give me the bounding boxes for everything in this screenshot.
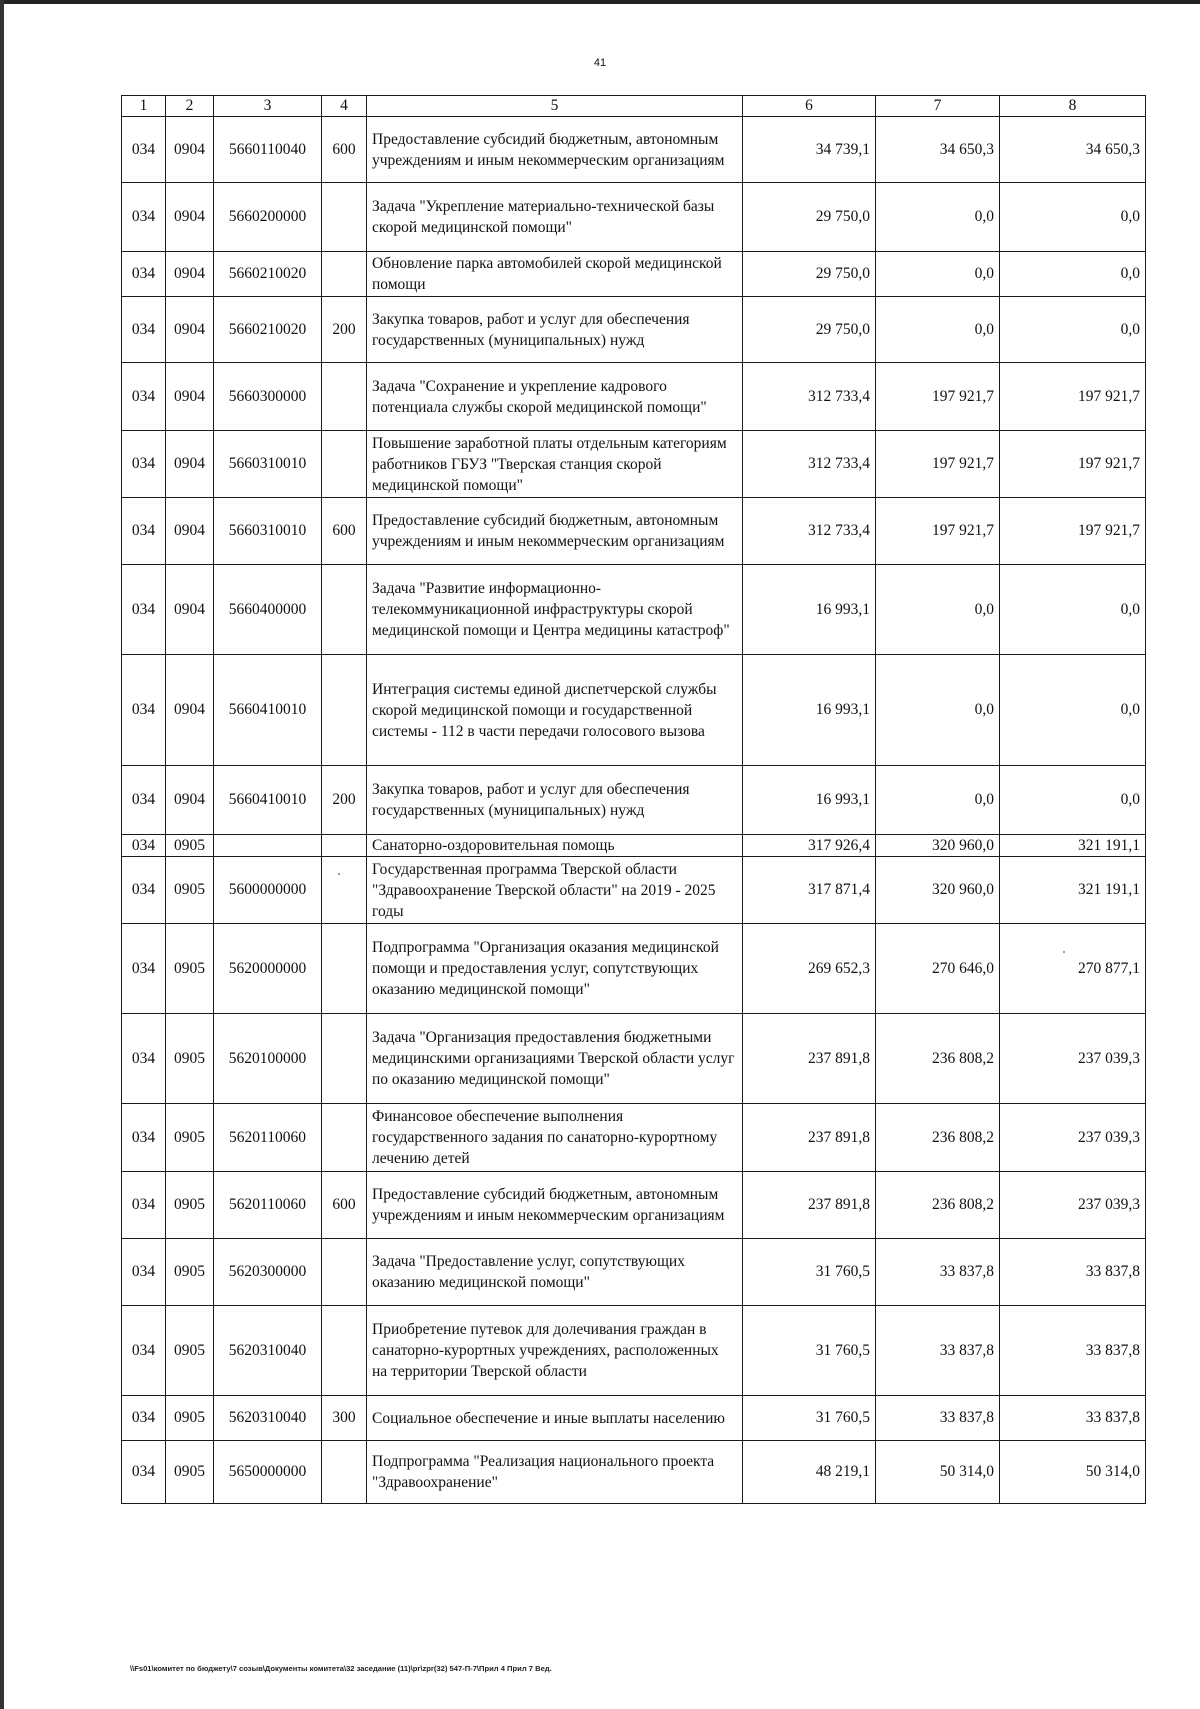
cell-ministry-code: 034 [122,924,166,1014]
cell-expense-type [322,835,367,857]
cell-expense-type [322,1239,367,1306]
cell-target-article: 5620110060 [214,1172,322,1239]
cell-target-article: 5620300000 [214,1239,322,1306]
table-row [122,655,1146,766]
cell-amount-6: 31 760,5 [743,1306,876,1396]
cell-target-article: 5620310040 [214,1306,322,1396]
cell-section-code: 0904 [166,498,214,565]
cell-target-article: 5660310010 [214,431,322,498]
table-row [122,1014,1146,1104]
cell-description: Подпрограмма "Реализация национального проекта "Здравоохранение" [367,1441,743,1504]
cell-amount-6: 312 733,4 [743,498,876,565]
cell-section-code: 0904 [166,431,214,498]
cell-amount-8: 0,0 [1000,252,1146,297]
cell-amount-8: 0,0 [1000,655,1146,766]
col-header-1: 1 [122,96,166,117]
cell-amount-6: 29 750,0 [743,183,876,252]
table-row [122,1306,1146,1396]
cell-amount-7: 197 921,7 [876,498,1000,565]
cell-expense-type: 300 [322,1396,367,1441]
cell-expense-type [322,924,367,1014]
cell-expense-type [322,857,367,924]
cell-description: Приобретение путевок для долечивания граждан в санаторно-курортных учреждениях, расположенных на территории Тверской области [367,1306,743,1396]
cell-expense-type [322,1441,367,1504]
table-row [122,1104,1146,1172]
cell-amount-7: 320 960,0 [876,857,1000,924]
cell-expense-type [322,183,367,252]
cell-ministry-code: 034 [122,565,166,655]
cell-section-code: 0904 [166,363,214,431]
cell-amount-6: 48 219,1 [743,1441,876,1504]
cell-expense-type [322,1014,367,1104]
cell-description: Предоставление субсидий бюджетным, автономным учреждениям и иным некоммерческим организациям [367,117,743,183]
cell-target-article: 5620310040 [214,1396,322,1441]
table-row [122,431,1146,498]
cell-ministry-code: 034 [122,1239,166,1306]
scan-speck [338,873,340,875]
cell-description: Государственная программа Тверской области "Здравоохранение Тверской области" на 2019 - 2025 годы [367,857,743,924]
cell-ministry-code: 034 [122,857,166,924]
cell-amount-8: 197 921,7 [1000,363,1146,431]
col-header-3: 3 [214,96,322,117]
cell-amount-8: 237 039,3 [1000,1104,1146,1172]
cell-expense-type: 600 [322,117,367,183]
cell-description: Задача "Предоставление услуг, сопутствующих оказанию медицинской помощи" [367,1239,743,1306]
cell-amount-6: 269 652,3 [743,924,876,1014]
cell-expense-type: 200 [322,297,367,363]
cell-target-article: 5660410010 [214,655,322,766]
cell-target-article: 5620100000 [214,1014,322,1104]
cell-description: Обновление парка автомобилей скорой медицинской помощи [367,252,743,297]
cell-description: Закупка товаров, работ и услуг для обеспечения государственных (муниципальных) нужд [367,766,743,835]
cell-ministry-code: 034 [122,297,166,363]
page-number: 41 [593,57,607,69]
cell-ministry-code: 034 [122,1306,166,1396]
cell-ministry-code: 034 [122,1014,166,1104]
cell-description: Задача "Организация предоставления бюджетными медицинскими организациями Тверской области услуг по оказанию медицинской помощи" [367,1014,743,1104]
cell-amount-7: 33 837,8 [876,1239,1000,1306]
cell-section-code: 0905 [166,1306,214,1396]
cell-amount-8: 33 837,8 [1000,1306,1146,1396]
cell-amount-8: 0,0 [1000,297,1146,363]
cell-amount-8: 33 837,8 [1000,1239,1146,1306]
table-row [122,1172,1146,1239]
cell-expense-type [322,252,367,297]
cell-section-code: 0904 [166,766,214,835]
table-row [122,363,1146,431]
table-row [122,498,1146,565]
cell-description: Подпрограмма "Организация оказания медицинской помощи и предоставления услуг, сопутствующих оказанию медицинской помощи" [367,924,743,1014]
table-row [122,183,1146,252]
table-body [122,117,1146,1504]
cell-amount-7: 0,0 [876,252,1000,297]
cell-target-article: 5660210020 [214,297,322,363]
cell-description: Повышение заработной платы отдельным категориям работников ГБУЗ "Тверская станция скорой медицинской помощи" [367,431,743,498]
cell-ministry-code: 034 [122,431,166,498]
table-header-row [122,96,1146,117]
cell-amount-7: 270 646,0 [876,924,1000,1014]
cell-section-code: 0904 [166,252,214,297]
cell-amount-6: 29 750,0 [743,297,876,363]
cell-ministry-code: 034 [122,252,166,297]
scan-left-border [0,0,4,1709]
table-row [122,766,1146,835]
cell-section-code: 0905 [166,1104,214,1172]
table-row [122,565,1146,655]
table-row [122,1396,1146,1441]
cell-amount-6: 16 993,1 [743,565,876,655]
cell-target-article: 5600000000 [214,857,322,924]
cell-amount-7: 34 650,3 [876,117,1000,183]
cell-ministry-code: 034 [122,498,166,565]
cell-amount-6: 312 733,4 [743,431,876,498]
cell-expense-type [322,431,367,498]
cell-amount-8: 270 877,1 [1000,924,1146,1014]
cell-amount-8: 321 191,1 [1000,857,1146,924]
cell-ministry-code: 034 [122,363,166,431]
cell-amount-7: 320 960,0 [876,835,1000,857]
cell-target-article: 5620000000 [214,924,322,1014]
cell-section-code: 0905 [166,1172,214,1239]
table-row [122,297,1146,363]
cell-target-article: 5660200000 [214,183,322,252]
cell-amount-7: 0,0 [876,183,1000,252]
cell-amount-7: 236 808,2 [876,1104,1000,1172]
cell-section-code: 0905 [166,857,214,924]
cell-section-code: 0904 [166,117,214,183]
cell-target-article: 5650000000 [214,1441,322,1504]
table-row [122,1441,1146,1504]
cell-section-code: 0905 [166,835,214,857]
scan-top-border [0,0,1200,4]
cell-description: Интеграция системы единой диспетчерской службы скорой медицинской помощи и государственной системы - 112 в части передачи голосового вызова [367,655,743,766]
cell-amount-6: 317 871,4 [743,857,876,924]
cell-amount-6: 317 926,4 [743,835,876,857]
col-header-4: 4 [322,96,367,117]
cell-amount-7: 0,0 [876,655,1000,766]
cell-description: Задача "Сохранение и укрепление кадрового потенциала службы скорой медицинской помощи" [367,363,743,431]
cell-ministry-code: 034 [122,1104,166,1172]
cell-ministry-code: 034 [122,1396,166,1441]
cell-amount-7: 236 808,2 [876,1172,1000,1239]
cell-description: Социальное обеспечение и иные выплаты населению [367,1396,743,1441]
cell-amount-8: 50 314,0 [1000,1441,1146,1504]
file-path-footer: \\Fs01\комитет по бюджету\7 созыв\Документы комитета\32 заседание (11)\pr\zpr(32) 547-П-7\Прил 4 Прил 7 Вед. [130,1664,552,1673]
cell-amount-8: 33 837,8 [1000,1396,1146,1441]
cell-amount-8: 0,0 [1000,183,1146,252]
cell-expense-type [322,363,367,431]
cell-expense-type [322,655,367,766]
cell-description: Санаторно-оздоровительная помощь [367,835,743,857]
table-row [122,857,1146,924]
cell-ministry-code: 034 [122,835,166,857]
cell-target-article: 5620110060 [214,1104,322,1172]
cell-expense-type: 200 [322,766,367,835]
cell-amount-8: 34 650,3 [1000,117,1146,183]
cell-section-code: 0905 [166,1396,214,1441]
cell-section-code: 0904 [166,655,214,766]
cell-amount-6: 31 760,5 [743,1239,876,1306]
cell-amount-7: 236 808,2 [876,1014,1000,1104]
cell-expense-type [322,1104,367,1172]
cell-section-code: 0904 [166,297,214,363]
cell-description: Предоставление субсидий бюджетным, автономным учреждениям и иным некоммерческим организациям [367,1172,743,1239]
cell-ministry-code: 034 [122,655,166,766]
cell-section-code: 0904 [166,565,214,655]
table-row [122,924,1146,1014]
cell-amount-6: 16 993,1 [743,766,876,835]
cell-expense-type [322,1306,367,1396]
budget-table [121,95,1146,1504]
col-header-2: 2 [166,96,214,117]
cell-amount-7: 33 837,8 [876,1396,1000,1441]
table-row [122,835,1146,857]
col-header-5: 5 [367,96,743,117]
cell-amount-7: 197 921,7 [876,431,1000,498]
cell-description: Финансовое обеспечение выполнения государственного задания по санаторно-курортному лечению детей [367,1104,743,1172]
cell-section-code: 0905 [166,1014,214,1104]
cell-amount-6: 237 891,8 [743,1014,876,1104]
cell-ministry-code: 034 [122,1172,166,1239]
cell-description: Закупка товаров, работ и услуг для обеспечения государственных (муниципальных) нужд [367,297,743,363]
cell-amount-8: 321 191,1 [1000,835,1146,857]
cell-amount-8: 237 039,3 [1000,1172,1146,1239]
cell-amount-8: 0,0 [1000,766,1146,835]
cell-section-code: 0905 [166,1239,214,1306]
cell-amount-6: 237 891,8 [743,1104,876,1172]
cell-amount-7: 33 837,8 [876,1306,1000,1396]
cell-amount-7: 0,0 [876,766,1000,835]
cell-amount-8: 197 921,7 [1000,431,1146,498]
cell-amount-8: 0,0 [1000,565,1146,655]
cell-amount-7: 0,0 [876,297,1000,363]
cell-amount-8: 237 039,3 [1000,1014,1146,1104]
cell-expense-type: 600 [322,498,367,565]
table-row [122,252,1146,297]
cell-section-code: 0904 [166,183,214,252]
table-row [122,1239,1146,1306]
cell-section-code: 0905 [166,1441,214,1504]
cell-description: Задача "Развитие информационно-телекоммуникационной инфраструктуры скорой медицинской помощи и Центра медицины катастроф" [367,565,743,655]
cell-amount-7: 0,0 [876,565,1000,655]
cell-section-code: 0905 [166,924,214,1014]
col-header-8: 8 [1000,96,1146,117]
col-header-7: 7 [876,96,1000,117]
cell-target-article: 5660310010 [214,498,322,565]
cell-ministry-code: 034 [122,1441,166,1504]
cell-amount-7: 197 921,7 [876,363,1000,431]
cell-description: Задача "Укрепление материально-технической базы скорой медицинской помощи" [367,183,743,252]
table-row [122,117,1146,183]
cell-amount-6: 237 891,8 [743,1172,876,1239]
cell-ministry-code: 034 [122,117,166,183]
cell-amount-7: 50 314,0 [876,1441,1000,1504]
cell-target-article: 5660400000 [214,565,322,655]
cell-target-article: 5660110040 [214,117,322,183]
cell-target-article: 5660410010 [214,766,322,835]
scan-speck [1063,951,1065,953]
cell-amount-8: 197 921,7 [1000,498,1146,565]
cell-amount-6: 29 750,0 [743,252,876,297]
cell-expense-type: 600 [322,1172,367,1239]
col-header-6: 6 [743,96,876,117]
cell-expense-type [322,565,367,655]
cell-amount-6: 31 760,5 [743,1396,876,1441]
cell-amount-6: 34 739,1 [743,117,876,183]
cell-ministry-code: 034 [122,183,166,252]
cell-target-article: 5660300000 [214,363,322,431]
cell-target-article [214,835,322,857]
cell-ministry-code: 034 [122,766,166,835]
cell-amount-6: 312 733,4 [743,363,876,431]
cell-target-article: 5660210020 [214,252,322,297]
cell-description: Предоставление субсидий бюджетным, автономным учреждениям и иным некоммерческим организациям [367,498,743,565]
cell-amount-6: 16 993,1 [743,655,876,766]
